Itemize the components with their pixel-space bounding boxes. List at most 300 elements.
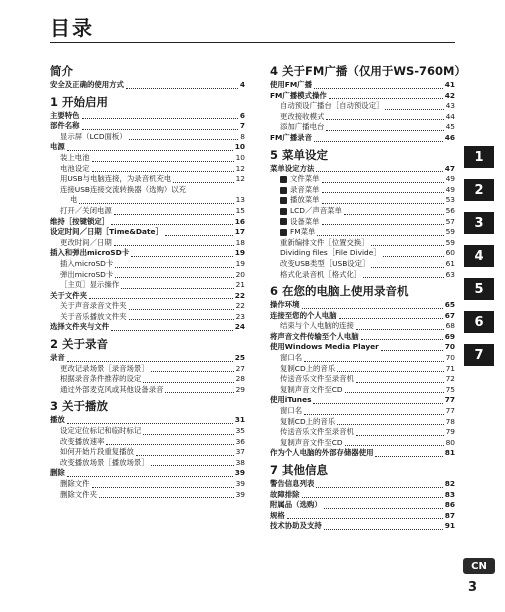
toc-entry-label-wrap [60,364,149,375]
toc-entry-label: 改变播放场景［播放场景］ [60,457,149,467]
toc-entry-label: 规格 [270,510,285,520]
toc-entry-label: 将声音文件传输至个人电脑 [270,331,359,341]
section-title: 关于录音 [62,337,109,352]
dot-leader [381,350,443,351]
toc-page-number: 43 [445,101,455,111]
toc-entry-label-wrap [280,185,320,196]
toc-entry-label: 改变USB类型［USB设定］ [280,258,370,268]
toc-entry-label-wrap [270,300,300,311]
toc-entry-label: ［主页］显示操作 [60,280,120,290]
dot-leader [67,423,233,424]
toc-entry[interactable] [50,280,245,291]
dot-leader [79,203,233,204]
toc-entry-label: 维持［按键锁定］ [50,216,110,226]
toc-entry[interactable] [270,270,455,281]
toc-entry[interactable] [50,227,245,238]
toc-entry-label: 录音 [50,353,65,363]
toc-entry-label: 复制CD上的音乐 [280,416,336,426]
toc-entry[interactable] [50,364,245,375]
toc-entry[interactable] [270,500,455,511]
chapter-tab-5[interactable]: 5 [464,278,494,300]
chapter-tab-6[interactable]: 6 [464,311,494,333]
toc-entry-label-wrap [60,301,127,312]
toc-entry[interactable] [50,174,245,185]
toc-entry-label-continued: 电 [70,195,78,205]
toc-entry-label-wrap [50,322,109,333]
dot-leader [151,465,234,466]
toc-page-number: 72 [445,374,455,384]
toc-entry-label: 通过外部麦克风或其他设备录音 [60,384,164,394]
toc-entry[interactable] [270,353,455,364]
toc-entry-label: 技术协助及支持 [270,521,322,531]
toc-entry-label-wrap [60,280,119,291]
toc-page-number: 21 [235,280,245,290]
toc-entry[interactable] [270,164,455,175]
toc-entry-label: 添加广播电台 [280,122,325,132]
toc-entry-label-wrap [280,427,354,438]
toc-entry-label: 主要特色 [50,110,80,120]
toc-entry-label-wrap [280,406,302,417]
dot-leader [151,371,234,372]
toc-entry-label-wrap [280,364,335,375]
toc-entry-label: 部件名称 [50,121,80,131]
toc-page-number: 70 [445,353,455,363]
toc-entry-label-wrap [60,206,112,217]
toc-page-number: 45 [445,122,455,132]
play-menu-icon [280,197,287,204]
dot-leader [126,88,238,89]
toc-page-number: 42 [444,90,455,100]
toc-page-number: 65 [444,300,455,310]
toc-entry-label: 连接USB连接交流转换器（选购）以充 [60,184,187,194]
dot-leader [89,298,233,299]
toc-page-number: 31 [234,415,245,425]
toc-page-number: 18 [235,237,245,247]
toc-page-number: 10 [234,142,245,152]
toc-page-number: 60 [445,248,455,258]
dot-leader [67,476,233,477]
dot-leader [371,267,443,268]
dot-leader [92,487,234,488]
toc-entry[interactable] [50,248,245,259]
toc-entry-label-wrap [280,438,343,449]
toc-entry-label-wrap [60,385,163,396]
toc-entry[interactable] [270,395,455,406]
toc-page-number: 12 [235,174,245,184]
toc-entry-label-wrap [280,217,320,228]
toc-entry[interactable] [270,300,455,311]
toc-entry[interactable] [50,270,245,281]
toc-entry[interactable] [270,332,455,343]
toc-entry-label: Dividing files［File Divide］ [280,248,381,258]
dot-leader [322,192,444,193]
toc-entry-label-wrap [280,174,320,185]
toc-entry-label: FM广播模式操作 [270,90,327,100]
toc-entry-label: 播放 [50,415,65,425]
toc-page-number: 7 [239,121,245,131]
toc-entry-label: 更改时间／日期 [60,237,112,247]
toc-entry[interactable] [270,133,455,144]
dot-leader [143,434,233,435]
toc-entry-label: 使用Windows Media Player [270,342,379,352]
dot-leader [304,361,443,362]
toc-entry[interactable] [270,364,455,375]
toc-entry-label: 操作环境 [270,300,300,310]
toc-entry[interactable] [270,195,455,206]
dot-leader [173,182,233,183]
toc-entry-label: 改变播放速率 [60,436,105,446]
dot-leader [339,318,443,319]
toc-entry[interactable] [50,447,245,458]
section-heading [50,94,245,110]
dot-leader [165,235,233,236]
toc-entry-label: 装上电池 [60,152,90,162]
dot-leader [314,141,443,142]
toc-entry[interactable] [50,121,245,132]
toc-entry-label: 重新编排文件［位置交换］ [280,237,369,247]
toc-entry-label-wrap [270,133,312,144]
toc-entry-label-wrap [280,238,369,249]
toc-entry-label-wrap [50,248,129,259]
toc-entry-label-wrap [270,490,300,501]
toc-entry-label-wrap [280,195,320,206]
toc-entry-label-wrap [50,415,65,426]
toc-entry-label: 关于音乐播放文件夹 [60,311,127,321]
toc-entry-label: 关于文件夹 [50,290,87,300]
dot-leader [322,182,444,183]
toc-entry[interactable] [50,385,245,396]
dot-leader [287,518,443,519]
toc-entry-label-wrap [60,458,149,469]
toc-entry-label-wrap [270,448,373,459]
chapter-tab-1[interactable]: 1 [464,146,494,168]
dot-leader [361,339,443,340]
toc-entry-label-wrap [270,521,322,532]
toc-entry-label-wrap [280,206,342,217]
section-title: 在您的电脑上使用录音机 [282,284,409,299]
toc-page-number: 17 [234,227,245,237]
section-number: 4 [270,64,279,78]
toc-entry[interactable] [50,312,245,323]
toc-entry[interactable] [50,374,245,385]
dot-leader [165,392,233,393]
toc-entry[interactable] [270,490,455,501]
device-menu-icon [280,218,287,225]
toc-entry-label: 菜单设定方法 [270,163,315,173]
section-number: 1 [50,94,59,109]
toc-entry[interactable] [50,153,245,164]
dot-leader [143,382,233,383]
toc-entry-label-wrap [60,447,134,458]
toc-entry[interactable] [50,195,245,206]
dot-leader [322,203,444,204]
dot-leader [322,224,444,225]
toc-entry[interactable] [50,479,245,490]
chapter-tab-7[interactable]: 7 [464,344,494,366]
dot-leader [92,161,234,162]
toc-entry-label-wrap [280,385,343,396]
toc-entry[interactable] [270,385,455,396]
section-title: 菜单设定 [282,147,329,162]
chapter-tab-2[interactable]: 2 [464,179,494,201]
toc-entry-label-wrap [50,353,65,364]
toc-entry-label: 插入microSD卡 [60,258,114,268]
toc-entry-label-wrap [60,270,113,281]
toc-entry[interactable] [50,111,245,122]
toc-entry-label: 插入和弹出microSD卡 [50,248,130,258]
toc-entry-label-wrap [270,80,312,91]
toc-entry-label: 如何开始片段重复播放 [60,447,134,457]
toc-entry[interactable] [50,164,245,175]
toc-entry[interactable] [50,291,245,302]
toc-page-number: 56 [445,205,455,215]
toc-entry-label: 更改记录场景［录音场景］ [60,363,149,373]
toc-entry[interactable] [270,174,455,185]
toc-page-number: 41 [444,80,455,89]
toc-entry[interactable] [50,132,245,143]
toc-entry-label: 自动预设广播台［自动预设定］ [280,101,384,111]
toc-page-number: 12 [235,163,245,173]
toc-page-number: 8 [240,131,245,141]
dot-leader [316,171,442,172]
toc-entry-label: 删除 [50,468,65,478]
toc-page-number: 63 [445,269,455,279]
toc-page-number: 59 [445,237,455,247]
toc-entry-label-wrap [270,511,285,522]
page-title: 目录 [50,16,94,40]
toc-page-number: 77 [445,406,455,416]
toc-entry-label: 文件菜单 [290,174,320,184]
toc-page-number: 80 [445,437,455,447]
toc-entry-label: 传送音乐文件至录音机 [280,427,354,437]
toc-entry-label: 窗口名 [280,353,303,363]
toc-entry[interactable] [270,448,455,459]
toc-entry-label: 关于声音录音文件夹 [60,301,127,311]
toc-entry[interactable] [270,122,455,133]
dot-leader [345,392,444,393]
toc-entry-label: FM广播录音 [270,132,312,142]
toc-page-number: 71 [445,363,455,373]
toc-entry-label-wrap [280,353,302,364]
dot-leader [363,277,443,278]
toc-entry[interactable] [270,80,455,91]
toc-entry[interactable] [270,248,455,259]
section-title: 关于播放 [62,399,109,414]
toc-entry-label-wrap [50,468,65,479]
toc-entry-label: 显示屏（LCD面板） [60,131,127,141]
toc-entry[interactable] [270,374,455,385]
toc-entry-label: 根据录音条件推荐的设定 [60,374,142,384]
toc-page-number: 35 [235,426,245,436]
toc-entry[interactable] [270,217,455,228]
toc-entry[interactable] [270,185,455,196]
toc-entry-label-wrap [270,332,359,343]
dot-leader [92,171,234,172]
toc-page-number: 61 [445,258,455,268]
toc-entry[interactable] [50,238,245,249]
toc-page-number: 24 [234,322,245,332]
toc-left-column [50,60,245,500]
toc-entry-label: 复制声音文件至CD [280,437,343,447]
toc-entry[interactable] [270,417,455,428]
section-number: 5 [270,147,279,162]
dot-leader [131,256,233,257]
toc-page-number: 75 [445,384,455,394]
fm-menu-icon [280,229,287,236]
toc-entry-label-wrap [280,112,324,123]
toc-page-number: 86 [444,500,455,510]
toc-entry[interactable] [50,80,245,91]
toc-entry[interactable] [50,437,245,448]
toc-entry-label-wrap [270,342,379,353]
dot-leader [326,119,443,120]
toc-entry-label-wrap [60,259,113,270]
toc-entry-label: 警告信息列表 [270,479,315,488]
toc-entry-label: 设定定位标记和临时标记 [60,426,142,436]
section-heading [270,147,455,163]
toc-right-column [270,60,467,532]
toc-entry-label-wrap [270,479,314,490]
toc-page-number: 28 [235,374,245,384]
dot-leader [371,245,444,246]
toc-entry-label-wrap [60,426,141,437]
toc-entry-label-wrap [60,185,186,194]
toc-page-number: 16 [234,216,245,226]
toc-entry-label-wrap [60,238,112,249]
toc-entry-label-wrap [50,111,80,122]
toc-entry[interactable] [270,406,455,417]
toc-page-number: 23 [235,311,245,321]
toc-page-number: 27 [235,363,245,373]
dot-leader [316,487,442,488]
section-title: 关于FM广播（仅用于WS-760M） [282,64,467,78]
lcd-sound-menu-icon [280,208,287,215]
toc-entry-label-wrap [60,312,127,323]
dot-leader [99,497,234,498]
toc-entry[interactable] [50,458,245,469]
toc-entry[interactable] [270,479,455,490]
toc-page-number: 82 [444,479,455,488]
dot-leader [67,150,233,151]
dot-leader [337,424,443,425]
toc-entry-label: 删除文件夹 [60,489,97,499]
toc-entry-label: 安全及正确的使用方式 [50,80,124,89]
toc-entry[interactable] [50,142,245,153]
section-number: 2 [50,337,59,352]
dot-leader [345,445,444,446]
toc-entry[interactable] [270,321,455,332]
dot-leader [313,403,442,404]
toc-entry[interactable] [270,511,455,522]
toc-entry[interactable] [270,438,455,449]
toc-entry[interactable] [270,112,455,123]
toc-entry[interactable] [270,427,455,438]
toc-entry[interactable] [270,521,455,532]
toc-entry[interactable] [270,101,455,112]
toc-page-number: 25 [234,353,245,363]
toc-page-number: 49 [445,184,455,194]
dot-leader [329,98,443,99]
section-title: 简介 [50,64,73,78]
dot-leader [121,288,233,289]
toc-entry[interactable] [50,217,245,228]
toc-entry-label-wrap [280,321,354,332]
dot-leader [114,214,234,215]
dot-leader [129,139,239,140]
toc-entry[interactable] [50,353,245,364]
toc-entry-label: 录音菜单 [290,184,320,194]
toc-entry-label-wrap [280,374,354,385]
toc-entry-label-wrap [60,374,141,385]
toc-page-number: 44 [445,111,455,121]
toc-entry-label: 连接至您的个人电脑 [270,310,337,320]
toc-page-number: 67 [444,310,455,320]
dot-leader [136,455,234,456]
toc-entry-label-wrap [60,490,97,501]
toc-page-number: 79 [445,427,455,437]
dot-leader [375,456,442,457]
dot-leader [129,319,234,320]
record-menu-icon [280,187,287,194]
section-number: 6 [270,284,279,299]
toc-entry[interactable] [50,415,245,426]
toc-entry[interactable] [50,322,245,333]
toc-entry[interactable] [50,259,245,270]
toc-entry-label-wrap [280,227,315,238]
toc-entry-label: 使用FM广播 [270,80,312,89]
toc-entry[interactable] [270,91,455,102]
toc-entry[interactable] [270,206,455,217]
dot-leader [111,224,233,225]
toc-entry-label-wrap [280,259,369,270]
toc-entry[interactable] [270,259,455,270]
toc-entry[interactable] [270,311,455,322]
toc-page-number: 70 [444,342,455,352]
section-heading [270,63,467,79]
toc-entry[interactable] [270,227,455,238]
toc-entry-label-wrap [270,164,314,175]
dot-leader [82,118,238,119]
title-divider [50,42,455,43]
dot-leader [337,371,443,372]
toc-entry[interactable] [270,238,455,249]
toc-page-number: 20 [235,269,245,279]
dot-leader [383,256,444,257]
dot-leader [314,88,443,89]
toc-entry-label: 窗口名 [280,406,303,416]
toc-entry[interactable] [50,426,245,437]
toc-entry-label: 故障排除 [270,489,300,499]
toc-page-number: 39 [235,479,245,488]
toc-entry[interactable] [50,468,245,479]
toc-entry[interactable] [50,301,245,312]
dot-leader [106,444,233,445]
toc-entry[interactable] [270,342,455,353]
toc-entry[interactable] [50,206,245,217]
dot-leader [115,267,233,268]
dot-leader [82,129,238,130]
toc-entry-label-wrap [60,164,90,175]
toc-entry[interactable] [50,490,245,501]
dot-leader [302,308,443,309]
chapter-tab-3[interactable]: 3 [464,212,494,234]
toc-entry-label-wrap [280,417,335,428]
dot-leader [385,109,443,110]
toc-page-number: 81 [444,448,455,458]
dot-leader [344,214,444,215]
dot-leader [114,245,234,246]
chapter-tab-4[interactable]: 4 [464,245,494,267]
